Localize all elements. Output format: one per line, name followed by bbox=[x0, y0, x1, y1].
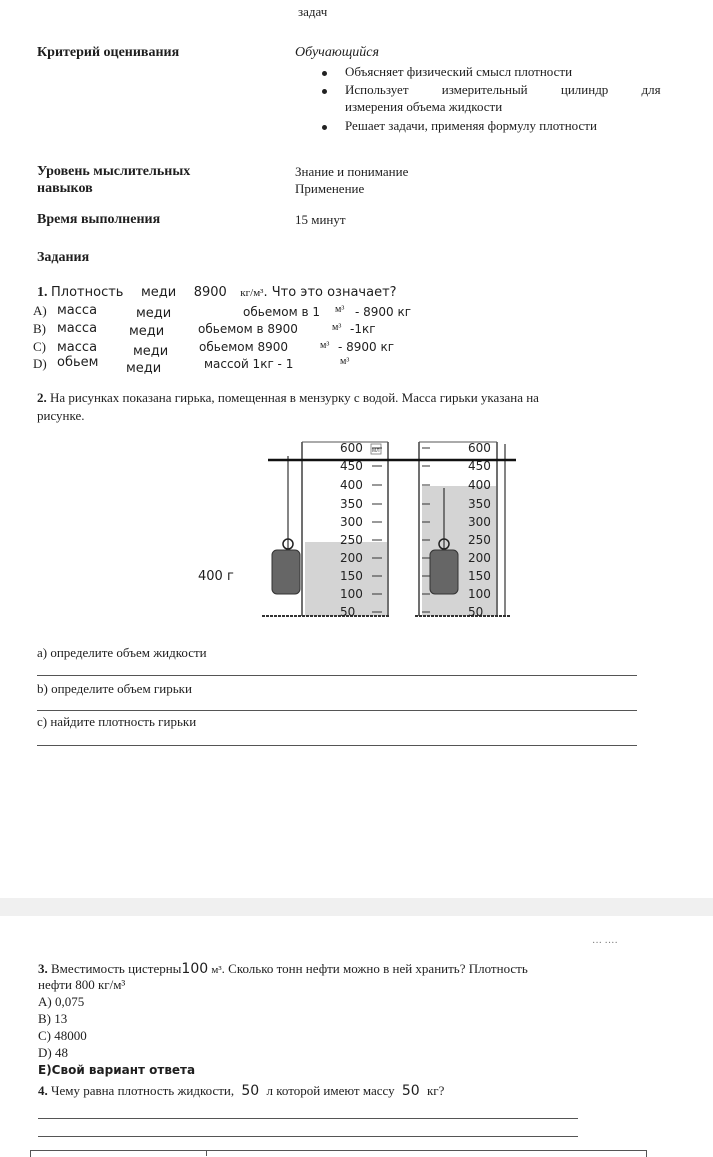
q1-option-word2: меди bbox=[133, 344, 169, 359]
q1-option-word2: меди bbox=[129, 324, 165, 339]
q1-word-copper: меди bbox=[140, 285, 177, 300]
page-separator bbox=[0, 898, 713, 916]
weight-label: 400 г bbox=[198, 569, 234, 584]
criteria-intro: Обучающийся bbox=[295, 45, 380, 60]
q4-text-b: л которой имеют массу bbox=[266, 1083, 395, 1098]
q2-text: На рисунках показана гирька, помещенная в мензурку с водой. Масса гирьки указана на bbox=[50, 390, 539, 405]
tasks-title: Задания bbox=[37, 250, 90, 265]
scale-right-label: 300 bbox=[468, 515, 491, 529]
scale-left-label: 250 bbox=[340, 533, 363, 547]
q1-option-tail: - 8900 кг bbox=[338, 340, 395, 354]
q1-option-tail: -1кг bbox=[350, 322, 376, 336]
q1-option-word3: обьемом в 8900 bbox=[198, 322, 298, 336]
q1-number: 1. bbox=[37, 285, 48, 300]
q1-option-letter: C) bbox=[33, 339, 46, 354]
q3-option-own: E)Свой вариант ответа bbox=[38, 1063, 196, 1077]
q4-line bbox=[38, 1083, 444, 1099]
criteria-bullet-2-text: Использует измерительный цилиндр для bbox=[345, 82, 661, 97]
q2-sub-a: а) определите объем жидкости bbox=[37, 645, 207, 660]
answer-line bbox=[37, 710, 637, 711]
q4-number: 4. bbox=[38, 1083, 48, 1098]
q3-text-b: . Сколько тонн нефти можно в ней хранить? Плотность bbox=[221, 961, 528, 976]
q1-option-word1: масса bbox=[57, 303, 98, 318]
q3-number: 3. bbox=[38, 961, 48, 976]
scale-right-label: 250 bbox=[468, 533, 491, 547]
answer-line bbox=[38, 1118, 578, 1119]
q1-option-word1: масса bbox=[57, 340, 98, 355]
scale-right-label: 150 bbox=[468, 569, 491, 583]
bullet-dot bbox=[322, 125, 327, 130]
q1-option-word2: меди bbox=[136, 306, 172, 321]
beaker-figure bbox=[190, 436, 530, 620]
q2-sub-c: с) найдите плотность гирьки bbox=[37, 714, 197, 729]
q1-value-8900: 8900 bbox=[193, 285, 227, 300]
criteria-bullet-2-cont: измерения объема жидкости bbox=[345, 99, 503, 114]
skills-label-1: Уровень мыслительных bbox=[37, 164, 191, 179]
criteria-bullet-1: Объясняет физический смысл плотности bbox=[345, 64, 573, 79]
q1-option-word3: обьемом в 1 bbox=[243, 305, 320, 319]
q1-option-unit: м³ bbox=[340, 356, 350, 367]
q3-unit: м³ bbox=[211, 964, 222, 976]
q1-option-letter: D) bbox=[33, 356, 47, 371]
bullet-dot bbox=[322, 89, 327, 94]
criteria-label: Критерий оценивания bbox=[37, 45, 180, 60]
scale-left-label: 400 bbox=[340, 478, 363, 492]
q1-option-word3: массой 1кг - 1 bbox=[204, 357, 294, 371]
corner-mark: ··· ···· bbox=[592, 938, 618, 949]
q3-option-b: B) 13 bbox=[38, 1011, 68, 1026]
q2-sub-b: b) определите объем гирьки bbox=[37, 681, 192, 696]
q1-stem bbox=[37, 285, 397, 301]
bullet-dot bbox=[322, 71, 327, 76]
answer-line bbox=[38, 1136, 578, 1137]
q4-text-a: Чему равна плотность жидкости, bbox=[51, 1083, 235, 1098]
time-label: Время выполнения bbox=[37, 212, 161, 227]
scale-left-label: 600 bbox=[340, 441, 363, 455]
scale-left-label: 450 bbox=[340, 459, 363, 473]
time-value: 15 минут bbox=[295, 212, 346, 227]
q1-option-tail: - 8900 кг bbox=[355, 305, 412, 319]
answer-line bbox=[37, 745, 637, 746]
scale-left-label: 200 bbox=[340, 551, 363, 565]
q1-option-unit: м³ bbox=[335, 304, 345, 315]
answer-line bbox=[37, 675, 637, 676]
top-partial-text: задач bbox=[298, 4, 328, 19]
scale-right-label: 600 bbox=[468, 441, 491, 455]
q4-value-1: 50 bbox=[241, 1083, 260, 1099]
scale-left-label: 150 bbox=[340, 569, 363, 583]
skills-label-2: навыков bbox=[37, 181, 93, 196]
q1-option-letter: A) bbox=[33, 303, 47, 318]
scale-left-label: 300 bbox=[340, 515, 363, 529]
scale-left-label: 350 bbox=[340, 497, 363, 511]
q3-volume: 100 bbox=[181, 961, 209, 977]
q1-option-unit: м³ bbox=[320, 340, 330, 351]
q3-line2: нефти 800 кг/м³ bbox=[38, 977, 126, 992]
q3-option-c: C) 48000 bbox=[38, 1028, 87, 1043]
q2-text-line1 bbox=[37, 390, 539, 406]
left-beaker bbox=[272, 442, 388, 616]
right-beaker bbox=[419, 442, 505, 616]
bottom-table-divider bbox=[206, 1150, 207, 1156]
unit-small-left: мл bbox=[372, 448, 380, 454]
q1-option-word2: меди bbox=[126, 361, 162, 376]
scale-right-label: 350 bbox=[468, 497, 491, 511]
scale-right-label: 50 bbox=[468, 605, 484, 619]
scale-right-label: 200 bbox=[468, 551, 491, 565]
scale-right-label: 450 bbox=[468, 459, 491, 473]
q1-word-density: Плотность bbox=[51, 285, 124, 300]
scale-left-label: 100 bbox=[340, 587, 363, 601]
q1-option-word3: обьемом 8900 bbox=[199, 340, 288, 354]
q1-option-word1: масса bbox=[57, 321, 98, 336]
q3-text-a: Вместимость цистерны bbox=[51, 961, 182, 976]
q4-value-2: 50 bbox=[401, 1083, 420, 1099]
scale-right-label: 400 bbox=[468, 478, 491, 492]
q2-number: 2. bbox=[37, 390, 47, 405]
q1-option-word1: обьем bbox=[57, 355, 99, 370]
q1-question: . Что это означает? bbox=[263, 285, 397, 300]
skills-value-2: Применение bbox=[295, 181, 365, 196]
q2-text-line2: рисунке. bbox=[37, 408, 85, 423]
q3-line1 bbox=[38, 961, 528, 977]
scale-right-label: 100 bbox=[468, 587, 491, 601]
q3-option-d: D) 48 bbox=[38, 1045, 68, 1060]
q1-option-unit: м³ bbox=[332, 322, 342, 333]
q3-option-a: A) 0,075 bbox=[38, 994, 85, 1009]
criteria-bullet-2 bbox=[345, 82, 707, 98]
criteria-bullet-3: Решает задачи, применяя формулу плотности bbox=[345, 118, 597, 133]
skills-value-1: Знание и понимание bbox=[295, 164, 409, 179]
scale-left-label: 50 bbox=[340, 605, 356, 619]
q4-text-c: кг? bbox=[426, 1083, 445, 1098]
q1-unit: кг/м³ bbox=[240, 287, 264, 299]
q1-option-letter: B) bbox=[33, 321, 46, 336]
